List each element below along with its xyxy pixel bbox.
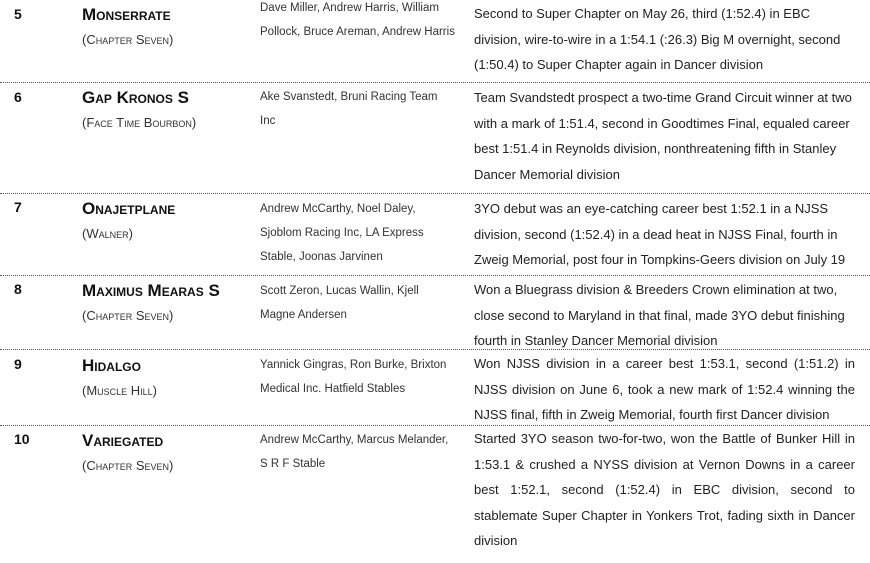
horse-name: Monserrate [82,5,171,24]
horse-name: Maximus Mearas S [82,281,220,300]
race-comment: Started 3YO season two-for-two, won the Battle of Bunker Hill in 1:53.1 & crushed a NYSS division at Vernon Downs in a career best 1:52.1, second (1:52.4) in EBC division, second to stablemate Super Chapter in Yonkers Trot, fading sixth in Dancer division [474,431,855,548]
sire-name: (Chapter Seven) [82,32,174,47]
race-comment: Second to Super Chapter on May 26, third (1:52.4) in EBC division, wire-to-wire in a 1:54.1 (:26.3) Big M overnight, second (1:50.4) to Super Chapter again in Dancer division [474,6,841,72]
race-comment: Team Svandstedt prospect a two-time Grand Circuit winner at two with a mark of 1:51.4, second in Goodtimes Final, equaled career best 1:51.4 in Reynolds division, nonthreatening fifth in Stanley Dancer Memorial division [474,90,852,182]
sire-name: (Face Time Bourbon) [82,115,197,130]
post-position: 5 [14,6,22,22]
table-row [0,83,870,194]
table-row [0,0,870,83]
connections: Andrew McCarthy, Noel Daley, Sjoblom Racing Inc, LA Express Stable, Joonas Jarvinen [260,203,424,263]
horse-name: Gap Kronos S [82,88,189,107]
connections: Dave Miller, Andrew Harris, William Pollock, Bruce Areman, Andrew Harris [260,2,455,38]
table-row [0,426,870,563]
sire-name: (Chapter Seven) [82,458,174,473]
horse-cell [82,431,173,473]
post-position: 8 [14,281,22,297]
post-position: 7 [14,199,22,215]
connections: Ake Svanstedt, Bruni Racing Team Inc [260,91,438,127]
horse-cell [82,281,220,323]
table-row [0,194,870,276]
horse-cell [82,199,175,241]
connections: Yannick Gingras, Ron Burke, Brixton Medical Inc. Hatfield Stables [260,359,447,395]
horse-name: Variegated [82,431,164,450]
sire-name: (Walner) [82,226,133,241]
connections: Andrew McCarthy, Marcus Melander, S R F Stable [260,434,449,470]
race-comment: Won NJSS division in a career best 1:53.1, second (1:51.2) in NJSS division on June 6, took a new mark of 1:52.4 winning the NJSS final, fifth in Zweig Memorial, fourth first Dancer division [474,356,855,422]
table-row [0,276,870,350]
horse-cell [82,88,196,130]
race-comment: Won a Bluegrass division & Breeders Crown elimination at two, close second to Maryland in that final, made 3YO debut finishing fourth in Stanley Dancer Memorial division [474,282,845,348]
post-position: 9 [14,356,22,372]
race-comment: 3YO debut was an eye-catching career best 1:52.1 in a NJSS division, second (1:52.4) in a dead heat in NJSS Final, fourth in Zweig Memorial, post four in Tompkins-Geers division on July 19 [474,201,846,267]
sire-name: (Muscle Hill) [82,383,158,398]
table-row [0,350,870,426]
horse-cell [82,356,157,398]
horse-name: Hidalgo [82,356,141,375]
post-position: 10 [14,431,30,447]
post-position: 6 [14,89,22,105]
sire-name: (Chapter Seven) [82,308,174,323]
horse-cell [82,5,173,47]
connections: Scott Zeron, Lucas Wallin, Kjell Magne Andersen [260,285,419,321]
horse-name: Onajetplane [82,199,176,218]
